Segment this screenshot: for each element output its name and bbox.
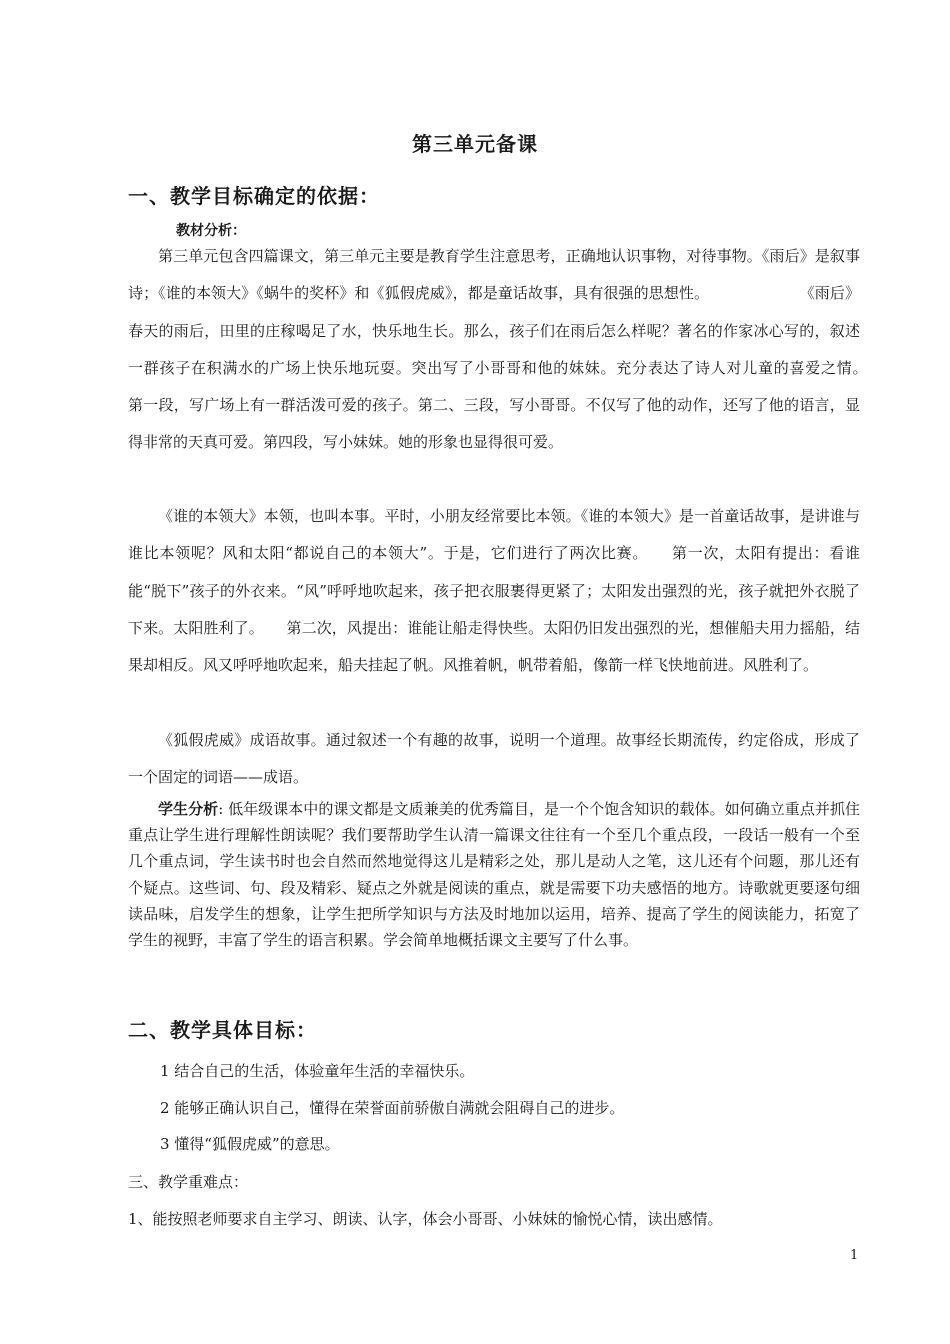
- document-title: 第三单元备课: [412, 132, 538, 156]
- textbook-analysis-label: 教材分析：: [176, 223, 246, 239]
- section2-heading: 二、教学具体目标：: [128, 1018, 317, 1042]
- student-analysis-paragraph: [128, 796, 860, 953]
- section3-heading: 三、教学重难点：: [128, 1173, 249, 1191]
- story-analysis-paragraph: 《谁的本领大》本领，也叫本事。平时，小朋友经常要比本领。《谁的本领大》是一首童话故事，是讲谁与谁比本领呢？风和太阳“都说自己的本领大”。于是，它们进行了两次比赛。 第一次，太阳有提出：看谁能“脱下”孩子的外衣来。“风”呼呼地吹起来，孩子把衣服裹得更紧了；太阳发出强烈的光，孩子就把外衣脱了下来。太阳胜利了。 第二次，风提出：谁能让船走得快些。太阳仍旧发出强烈的光，想催船夫用力摇船，结果却相反。风又呼呼地吹起来，船夫挂起了帆。风推着帆，帆带着船，像箭一样飞快地前进。风胜利了。: [128, 507, 860, 675]
- idiom-analysis-paragraph: 《狐假虎威》成语故事。通过叙述一个有趣的故事，说明一个道理。故事经长期流传，约定俗成，形成了一个固定的词语——成语。: [128, 731, 860, 787]
- goal-item-2: 2 能够正确认识自己，懂得在荣誉面前骄傲自满就会阻碍自己的进步。: [160, 1099, 625, 1117]
- section1-heading: 一、教学目标确定的依据：: [128, 184, 380, 208]
- key-point-item-1: 1、能按照老师要求自主学习、朗读、认字，体会小哥哥、小妹妹的愉悦心情，读出感情。: [128, 1210, 723, 1228]
- goal-item-1: 1 结合自己的生活，体验童年生活的幸福快乐。: [160, 1062, 475, 1080]
- unit-overview-paragraph: 第三单元包含四篇课文，第三单元主要是教育学生注意思考，正确地认识事物，对待事物。《雨后》是叙事诗；《谁的本领大》《蜗牛的奖杯》和《狐假虎威》，都是童话故事，具有很强的思想性。 《雨后》春天的雨后，田里的庄稼喝足了水，快乐地生长。那么，孩子们在雨后怎么样呢？著名的作家冰心写的，叙述一群孩子在积满水的广场上快乐地玩耍。突出写了小哥哥和他的妹妹。充分表达了诗人对儿童的喜爱之情。 第一段，写广场上有一群活泼可爱的孩子。第二、三段，写小哥哥。不仅写了他的动作，还写了他的语言，显得非常的天真可爱。第四段，写小妹妹。她的形象也显得很可爱。: [128, 247, 891, 452]
- student-analysis-label: 学生分析: [158, 800, 219, 818]
- goal-item-3: 3 懂得“狐假虎威”的意思。: [160, 1135, 340, 1153]
- page-number: 1: [850, 1248, 859, 1263]
- student-analysis-text: : 低年级课本中的课文都是文质兼美的优秀篇目，是一个个饱含知识的载体。如何确立重点并抓住重点让学生进行理解性朗读呢？我们要帮助学生认清一篇课文往往有一个至几个重点段，一段话一般有一个至几个重点词，学生读书时也会自然而然地觉得这儿是精彩之处，那儿是动人之笔，这儿还有个问题，那儿还有个疑点。这些词、句、段及精彩、疑点之外就是阅读的重点，就是需要下功夫感悟的地方。诗歌就更要逐句细读品味，启发学生的想象，让学生把所学知识与方法及时地加以运用，培养、提高了学生的阅读能力，拓宽了学生的视野，丰富了学生的语言积累。学会简单地概括课文主要写了什么事。: [128, 800, 860, 950]
